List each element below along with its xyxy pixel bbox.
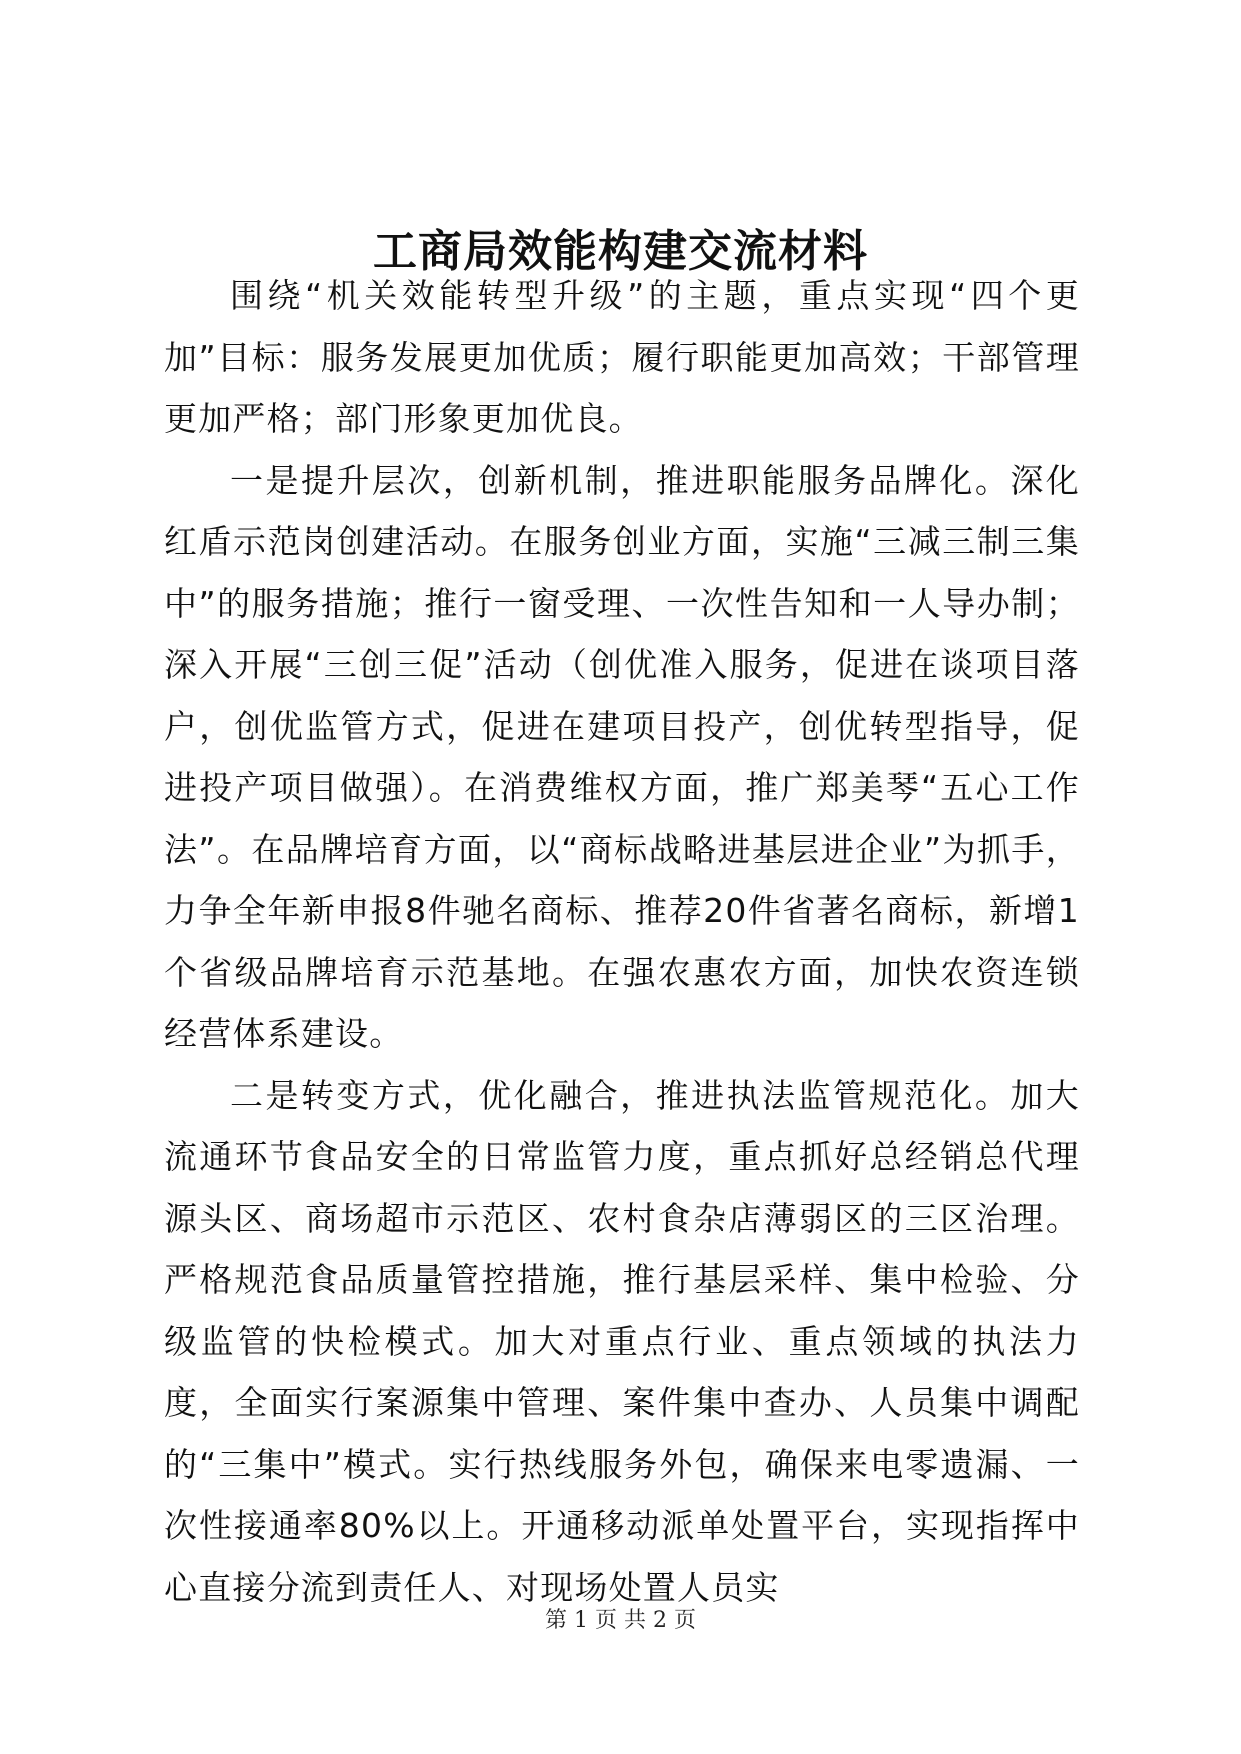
document-body: [164, 265, 1080, 1618]
paragraph-intro: 围绕“机关效能转型升级”的主题，重点实现“四个更加”目标：服务发展更加优质；履行职能更加高效；干部管理更加严格；部门形象更加优良。: [164, 276, 1080, 438]
document-title: 工商局效能构建交流材料: [373, 226, 868, 277]
page-number-footer: 第 1 页 共 2 页: [545, 1608, 696, 1633]
paragraph-two: 二是转变方式，优化融合，推进执法监管规范化。加大流通环节食品安全的日常监管力度，重点抓好总经销总代理源头区、商场超市示范区、农村食杂店薄弱区的三区治理。严格规范食品质量管控措施，推行基层采样、集中检验、分级监管的快检模式。加大对重点行业、重点领域的执法力度，全面实行案源集中管理、案件集中查办、人员集中调配的“三集中”模式。实行热线服务外包，确保来电零遗漏、一次性接通率80%以上。开通移动派单处置平台，实现指挥中心直接分流到责任人、对现场处置人员实: [164, 1075, 1080, 1607]
paragraph-one: 一是提升层次，创新机制，推进职能服务品牌化。深化红盾示范岗创建活动。在服务创业方面，实施“三减三制三集中”的服务措施；推行一窗受理、一次性告知和一人导办制；深入开展“三创三促”活动（创优准入服务，促进在谈项目落户，创优监管方式，促进在建项目投产，创优转型指导，促进投产项目做强）。在消费维权方面，推广郑美琴“五心工作法”。在品牌培育方面，以“商标战略进基层进企业”为抓手，力争全年新申报8件驰名商标、推荐20件省著名商标，新增1个省级品牌培育示范基地。在强农惠农方面，加快农资连锁经营体系建设。: [164, 460, 1080, 1053]
